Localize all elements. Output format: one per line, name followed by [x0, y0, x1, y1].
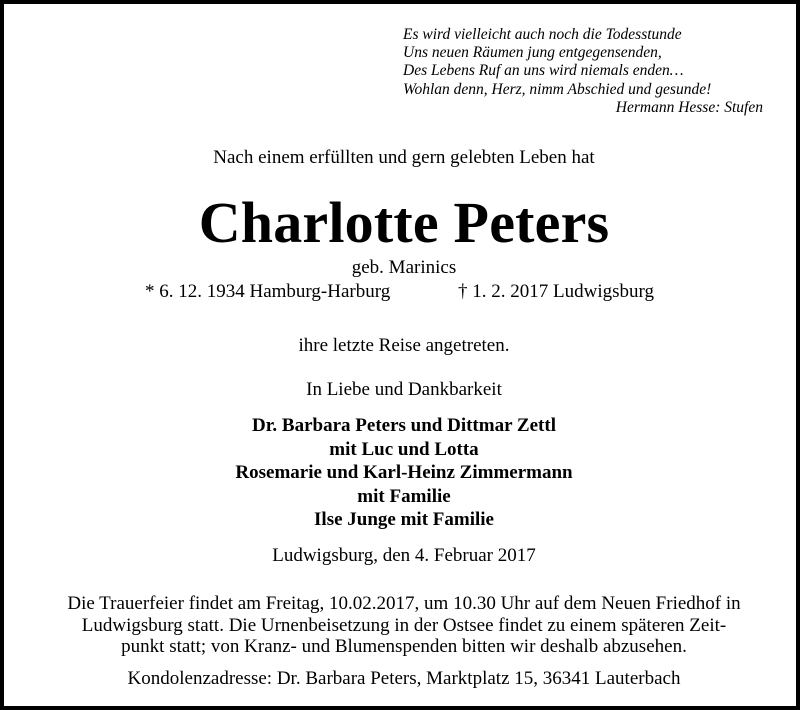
mourner-line: mit Luc und Lotta — [329, 438, 479, 460]
poem-quote — [403, 26, 763, 117]
gratitude-text: In Liebe und Dankbarkeit — [306, 379, 502, 400]
details-line: Die Trauerfeier findet am Freitag, 10.02.2017, um 10.30 Uhr auf dem Neuen Friedhof in — [67, 593, 741, 614]
details-line: punkt statt; von Kranz- und Blumenspenden bitten wir deshalb abzusehen. — [121, 636, 687, 657]
poem-attribution: Hermann Hesse: Stufen — [615, 98, 763, 116]
poem-line: Es wird vielleicht auch noch die Todesstunde — [403, 26, 682, 43]
intro-text: Nach einem erfüllten und gern gelebten Leben hat — [213, 147, 595, 168]
mourners-list — [4, 414, 800, 532]
birth-date: * 6. 12. 1934 Hamburg-Harburg — [145, 281, 391, 302]
death-date: † 1. 2. 2017 Ludwigsburg — [458, 281, 654, 302]
birth-name: geb. Marinics — [351, 257, 457, 278]
funeral-details — [4, 593, 800, 658]
poem-line: Wohlan denn, Herz, nimm Abschied und gesunde! — [403, 80, 712, 98]
deceased-name: Charlotte Peters — [198, 190, 610, 255]
mourner-line: mit Familie — [357, 485, 451, 507]
poem-line: Uns neuen Räumen jung entgegensenden, — [403, 44, 662, 62]
place-date: Ludwigsburg, den 4. Februar 2017 — [272, 545, 536, 566]
details-line: Ludwigsburg statt. Die Urnenbeisetzung in der Ostsee findet zu einem späteren Zeit- — [81, 614, 727, 636]
mourner-line: Dr. Barbara Peters und Dittmar Zettl — [252, 415, 556, 436]
journey-text: ihre letzte Reise angetreten. — [298, 335, 510, 356]
poem-line: Des Lebens Ruf an uns wird niemals enden… — [403, 62, 684, 80]
mourner-line: Rosemarie und Karl-Heinz Zimmermann — [235, 462, 573, 483]
condolence-address: Kondolenzadresse: Dr. Barbara Peters, Marktplatz 15, 36341 Lauterbach — [127, 668, 681, 689]
mourner-line: Ilse Junge mit Familie — [314, 509, 494, 530]
